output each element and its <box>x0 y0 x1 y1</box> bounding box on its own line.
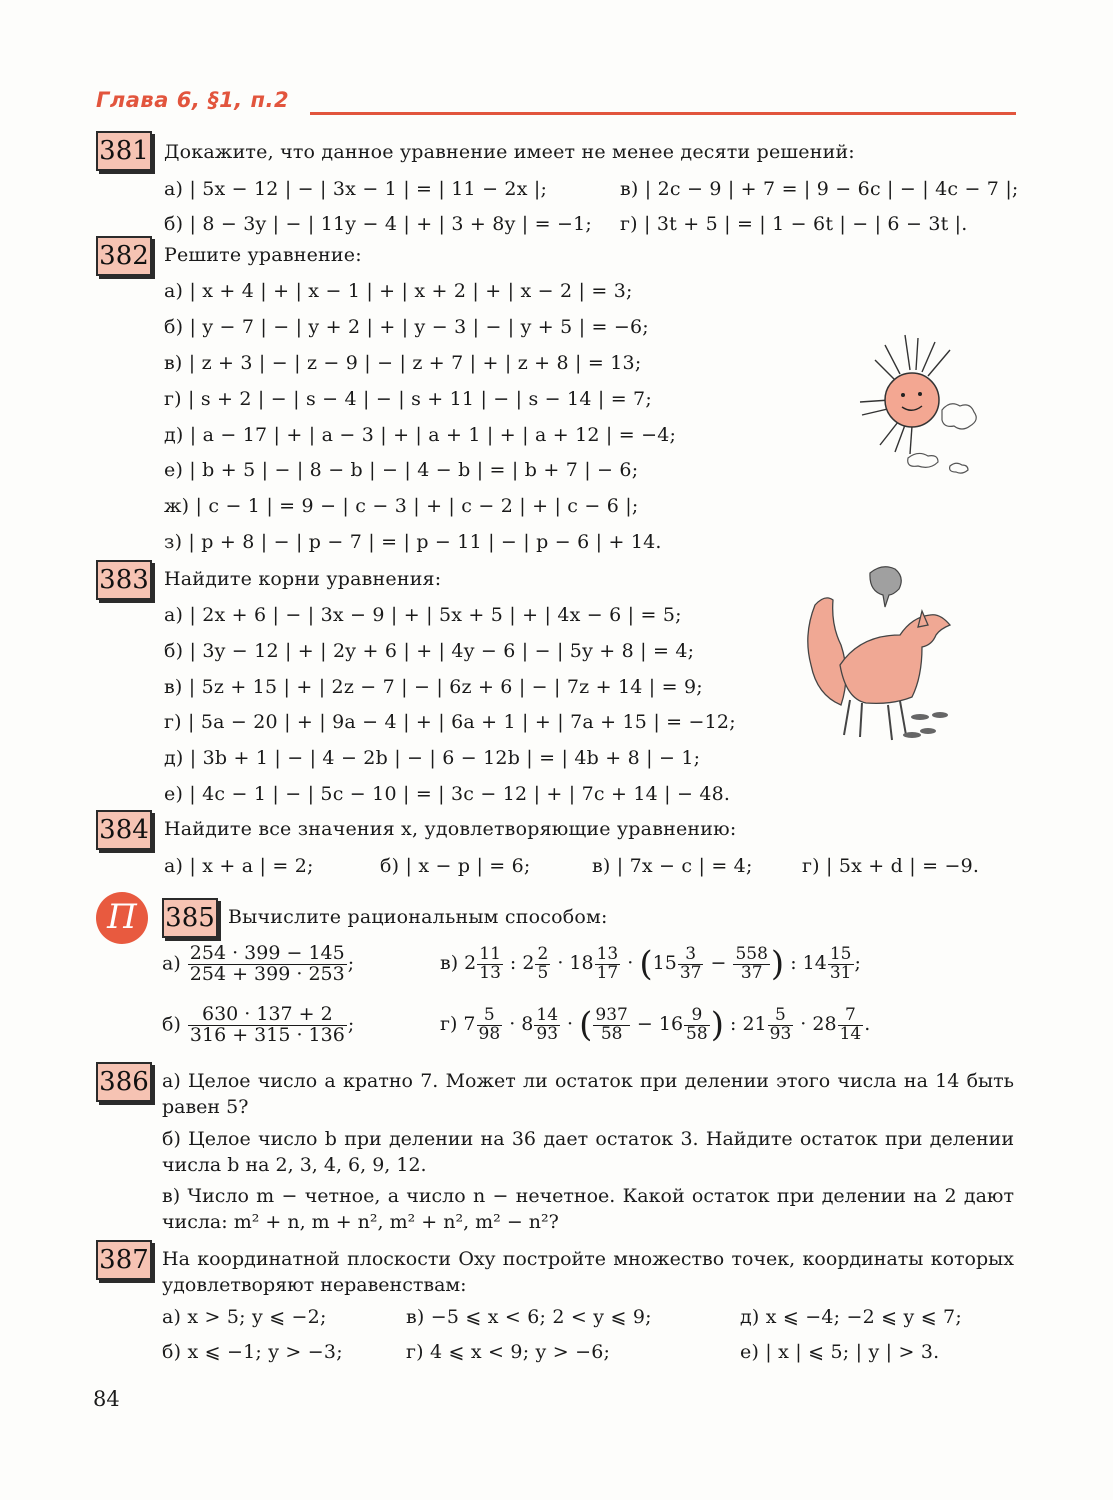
problem-381-text: Докажите, что данное уравнение имеет не менее десяти решений: <box>164 141 855 163</box>
problem-381-item-a: а) | 5x − 12 | − | 3x − 1 | = | 11 − 2x |; <box>164 178 548 200</box>
problem-382-item-a: а) | x + 4 | + | x − 1 | + | x + 2 | + | x − 2 | = 3; <box>164 280 633 302</box>
numerator: 630 · 137 + 2 <box>188 1005 347 1026</box>
problem-384-text: Найдите все значения x, удовлетворяющие уравнению: <box>164 818 737 840</box>
problem-387-item-d: д) x ⩽ −4; −2 ⩽ y ⩽ 7; <box>740 1306 962 1328</box>
problem-385-text: Вычислите рациональным способом: <box>228 906 608 928</box>
problem-number-382: 382 <box>96 236 152 276</box>
item-label: г) <box>440 1013 458 1035</box>
problem-number-384: 384 <box>96 810 152 850</box>
problem-number-387: 387 <box>96 1240 152 1280</box>
problem-381-item-b: б) | 8 − 3y | − | 11y − 4 | + | 3 + 8y | = −1; <box>164 213 592 235</box>
problem-383-item-a: а) | 2x + 6 | − | 3x − 9 | + | 5x + 5 | + | 4x − 6 | = 5; <box>164 604 682 626</box>
problem-383-item-b: б) | 3y − 12 | + | 2y + 6 | + | 4y − 6 | − | 5y + 8 | = 4; <box>164 640 695 662</box>
chapter-header <box>96 88 1016 118</box>
denominator: 254 + 399 · 253 <box>189 962 345 985</box>
problem-382-item-v: в) | z + 3 | − | z − 9 | − | z + 7 | + | z + 8 | = 13; <box>164 352 642 374</box>
problem-386-item-v: в) Число m − четное, а число n − нечетное. Какой остаток при делении на 2 дают числа: m² + n, m + n², m² + n², m² − n²? <box>162 1185 1014 1233</box>
problem-number-381: 381 <box>96 131 152 171</box>
problem-number-383: 383 <box>96 560 152 600</box>
problem-387-item-e: е) | x | ⩽ 5; | y | > 3. <box>740 1341 940 1363</box>
problem-383-item-g: г) | 5a − 20 | + | 9a − 4 | + | 6a + 1 | + | 7a + 15 | = −12; <box>164 711 736 733</box>
problem-383-item-d: д) | 3b + 1 | − | 4 − 2b | − | 6 − 12b | = | 4b + 8 | − 1; <box>164 747 701 769</box>
problem-386-item-b: б) Целое число b при делении на 36 дает остаток 3. Найдите остаток при делении числа b на 2, 3, 4, 6, 9, 12. <box>162 1128 1014 1176</box>
problem-387-item-g: г) 4 ⩽ x < 9; y > −6; <box>406 1341 611 1363</box>
sun-illustration <box>850 330 980 480</box>
problem-384-item-a: а) | x + a | = 2; <box>164 855 314 877</box>
problem-383-item-v: в) | 5z + 15 | + | 2z − 7 | − | 6z + 6 | − | 7z + 14 | = 9; <box>164 676 703 698</box>
problem-386-item-a: а) Целое число a кратно 7. Может ли остаток при делении этого числа на 14 быть равен 5? <box>162 1070 1014 1118</box>
problem-381-item-g: г) | 3t + 5 | = | 1 − 6t | − | 6 − 3t |. <box>620 213 968 235</box>
problem-387-item-v: в) −5 ⩽ x < 6; 2 < y ⩽ 9; <box>406 1306 652 1328</box>
problem-number-386: 386 <box>96 1062 152 1102</box>
numerator: 254 · 399 − 145 <box>189 942 345 964</box>
fraction <box>188 944 347 985</box>
chapter-title: Глава 6, §1, п.2 <box>96 88 290 112</box>
problem-387-item-a: а) x > 5; y ⩽ −2; <box>162 1306 327 1328</box>
problem-382-item-zh: ж) | c − 1 | = 9 − | c − 3 | + | c − 2 | + | c − 6 |; <box>164 495 639 517</box>
problem-385-item-g: г) 7 $\frac{5}{98}$ · 8 $\frac{14}{93}$ · ( $\frac{937}{58}$ − 16 $\frac{9}{58}$ ) : 21 $\frac{5}{93}$ · 28 $\frac{7}{14}$ . <box>440 1004 871 1045</box>
item-label: а) <box>162 952 181 975</box>
problem-382-item-e: е) | b + 5 | − | 8 − b | − | 4 − b | = | b + 7 | − 6; <box>164 459 639 481</box>
fraction <box>188 1005 347 1046</box>
fox-illustration <box>800 545 970 750</box>
problem-385-item-v: в) 2 $\frac{11}{13}$ : 2 $\frac{2}{5}$ · 18 $\frac{13}{17}$ · (15 $\frac{3}{37}$ − $\frac{558}{37}$ ) : 14 $\frac{15}{31}$ ; <box>440 943 861 984</box>
problem-382-text: Решите уравнение: <box>164 244 362 266</box>
header-rule <box>310 112 1016 115</box>
item-end: ; <box>347 952 355 975</box>
item-label: в) <box>440 952 459 974</box>
problem-385-item-b <box>162 1005 354 1046</box>
denominator: 316 + 315 · 136 <box>189 1023 345 1046</box>
problem-381-item-v: в) | 2c − 9 | + 7 = | 9 − 6c | − | 4c − 7 |; <box>620 178 1019 200</box>
page-number: 84 <box>93 1387 120 1411</box>
problem-382-item-b: б) | y − 7 | − | y + 2 | + | y − 3 | − | y + 5 | = −6; <box>164 316 649 338</box>
problem-382-item-z: з) | p + 8 | − | p − 7 | = | p − 11 | − | p − 6 | + 14. <box>164 531 662 553</box>
problem-384-item-b: б) | x − p | = 6; <box>380 855 531 877</box>
item-end: ; <box>347 1013 355 1036</box>
problem-385-item-a <box>162 944 354 985</box>
problem-383-item-e: е) | 4c − 1 | − | 5c − 10 | = | 3c − 12 | + | 7c + 14 | − 48. <box>164 783 731 805</box>
problem-382-item-d: д) | a − 17 | + | a − 3 | + | a + 1 | + | a + 12 | = −4; <box>164 424 677 446</box>
problem-384-item-g: г) | 5x + d | = −9. <box>802 855 980 877</box>
problem-384-item-v: в) | 7x − c | = 4; <box>592 855 753 877</box>
problem-383-text: Найдите корни уравнения: <box>164 568 442 590</box>
problem-382-item-g: г) | s + 2 | − | s − 4 | − | s + 11 | − | s − 14 | = 7; <box>164 388 652 410</box>
problem-number-385: 385 <box>162 898 218 938</box>
item-label: б) <box>162 1013 181 1036</box>
problem-387-text: На координатной плоскости Oxy постройте множество точек, координаты которых удовлетворяют неравенствам: <box>162 1248 1014 1296</box>
pi-marker-icon: П <box>96 892 148 944</box>
problem-387-item-b: б) x ⩽ −1; y > −3; <box>162 1341 343 1363</box>
